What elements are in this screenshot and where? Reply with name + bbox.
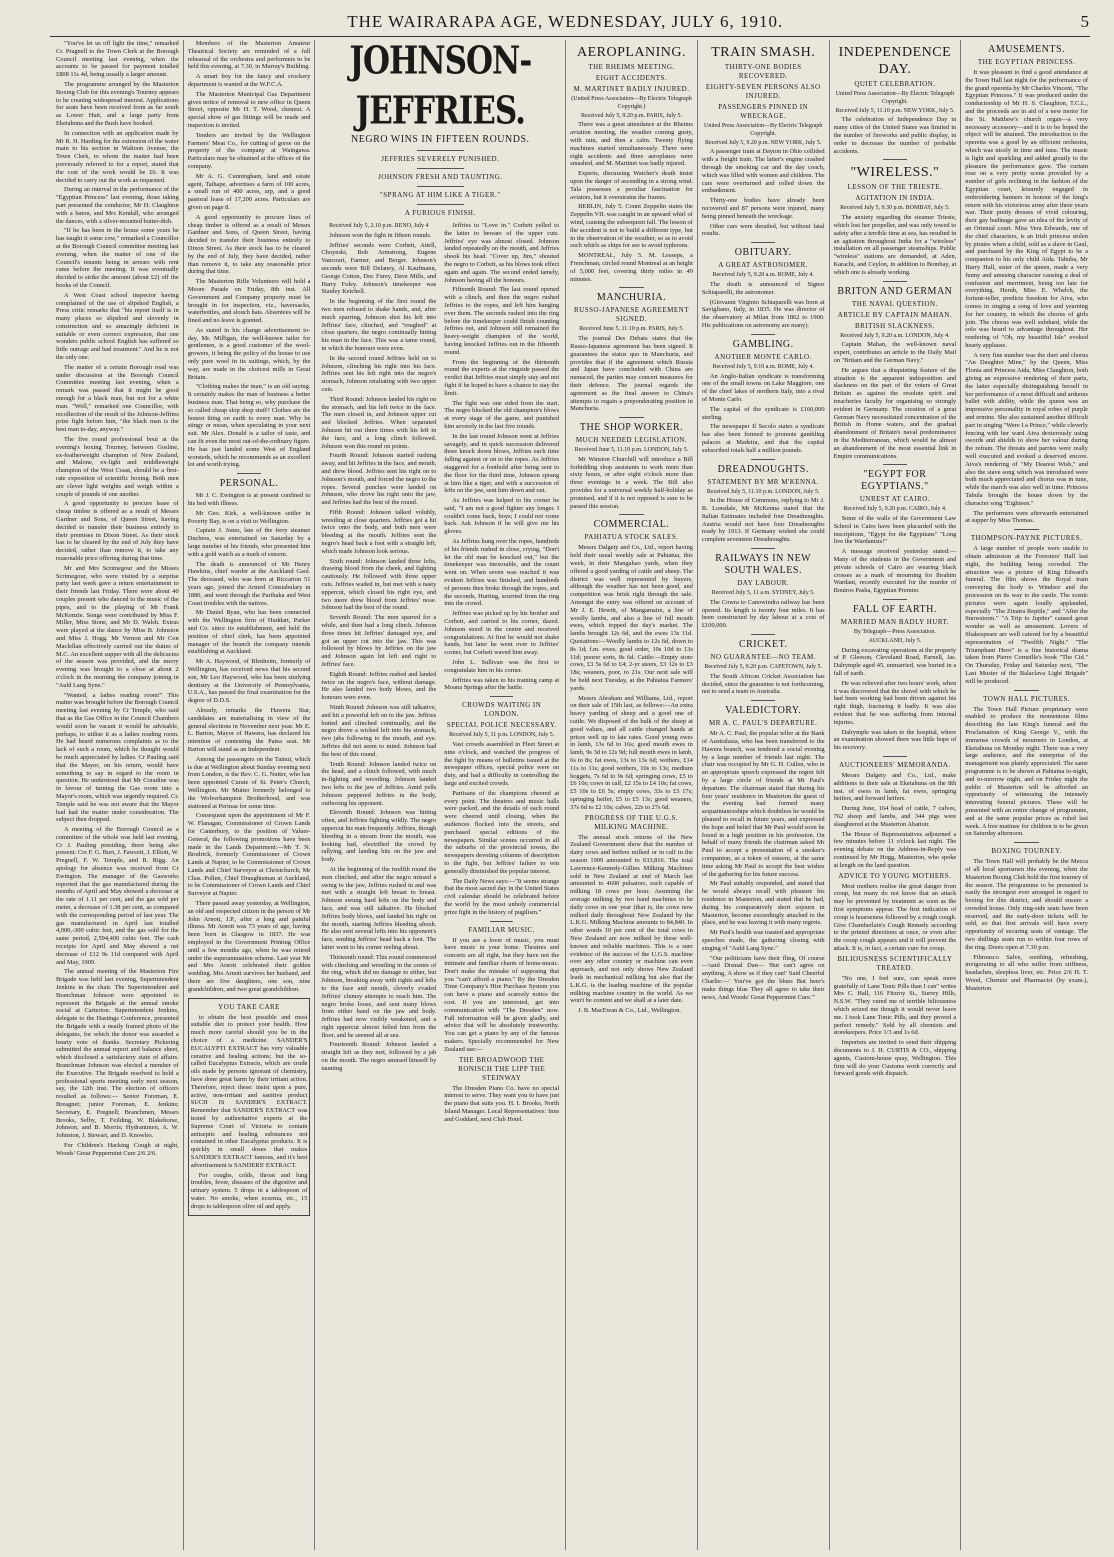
column-independence-day — [830, 40, 962, 1550]
article-paragraph: In the second round Jeffries held on to Johnson, clinching his right into his face. Jeffries sent his left right into the negro's stomach, Johnson retaliating with two upper cuts. — [321, 354, 437, 393]
briton-subhead-2: ARTICLE BY CAPTAIN MAHAN. — [837, 310, 953, 319]
article-paragraph: Fourth Round: Johnson started rushing away, and hit Jeffries in the face, and mouth, and drew blood. Jeffries sent his right on to Johnson's mouth, and forced the negro to the ropes. Several punches were landed on Johnson, who drove his right onto the jaw, and Jeffries had the best of the round. — [321, 452, 437, 507]
divider — [490, 696, 513, 697]
article-paragraph: He was relieved after two hours' work, when it was discovered that the shovel with which he had been working had been driven against his right thigh, fracturing it badly. It was also evident that he was suffering from internal injuries. — [833, 679, 957, 726]
article-paragraph: Third Round: Johnson landed his right on the stomach, and his left twice in the face. The men closed in, and Johnson upper cut and blocked Jeffries. When separated Johnson hit out three times with his left in the face, and a long clinch followed. Johnson won this round on points. — [321, 395, 437, 450]
article-paragraph: Jeffries was taken to his training camp at Moana Springs after the battle. — [444, 676, 560, 692]
subhead-furious-finish: A FURIOUS FINISH. — [404, 209, 476, 217]
train-subhead-3: PASSENGERS PINNED IN WRECKAGE. — [718, 103, 809, 120]
column-johnson-jeffries — [315, 40, 566, 1550]
divider — [417, 168, 465, 169]
divider — [751, 459, 776, 460]
thompson-payne-heading: THOMPSON-PAYNE PICTURES. — [970, 534, 1083, 543]
page-number: 5 — [1080, 12, 1090, 31]
subhead-jeffries-punished: JEFFRIES SEVERELY PUNISHED. — [381, 155, 500, 163]
article-paragraph: An Anglo-Italian syndicate is transforming one of the small towns on Lake Maggiore, one of the chief lakes of northern Italy, into a rival of Monte Carlo. — [701, 372, 825, 403]
crowds-subhead: SPECIAL POLICE NECESSARY. — [446, 721, 557, 730]
article-paragraph: Fourteenth Round: Johnson landed a straight left as they met, followed by a jab on the mouth. The negro amused himself by taunting — [321, 1041, 437, 1072]
article-paragraph: Captain Mahan, the well-known naval expert, contributes an article to the Daily Mail on "Britain and the German Navy." — [833, 341, 957, 364]
masthead-title: THE WAIRARAPA AGE, WEDNESDAY, JULY 6, 1910. — [347, 12, 784, 31]
divider — [417, 150, 465, 151]
divider — [1014, 529, 1039, 530]
divider — [490, 921, 513, 922]
aero-credit: (United Press Association—By Electric Telegraph Copyright.) — [571, 96, 692, 110]
divider — [417, 204, 465, 205]
divider — [883, 599, 908, 600]
main-headline: JOHNSON-JEFFRIES. — [349, 40, 532, 134]
article-paragraph: Mr Paul's health was toasted and appropriate speeches made, the gathering closing with singing of "Auld Lang Syne." — [701, 929, 825, 952]
article-paragraph: "Clothing makes the man," is an old saying. It certainly makes the man of business a better business man. That being so, why purchase the so called cheap slop shop stuff? Clothes are the honest thing on earth to every man. Why be stingy or mean, when speculating in your next suit. Mr Alex. Donald is a tailor of taste, and can fit even the most out-of-the-ordinary figure. He has just landed some West of England worsteds, which he recommends as an excellent lot and worth trying. — [187, 383, 311, 469]
railways-text: The Cowra to Canowindra railway has been opened. Its length is twenty four miles. It has been constructed by day labour at a cost of £100,000. — [701, 598, 825, 630]
article-paragraph: The newspaper Il Secolo states a syndicate has also been formed to promote gambling palaces at Madeira, and that the capital subscribed totals half a million pounds. — [701, 423, 825, 454]
town-hall-text: The Town Hall Picture proprietary were enabled to produce the momentous films describing the late King's funeral and the Proclamation of King George V., with the immense crowds of mourners in London, at Eketahuna on Monday night. There was a very large audience, and the enterprise of the management was plainly appreciated. The same programme is to be shown at Pahiatua to-night, and to-morrow night, and on Friday night the public of Masterton will be afforded an opportunity of witnessing the intensely interesting funeral pictures. These will be presented with an entire change of programme, and at the same popular prices as ruled last week. A free matinee for children is to be given on Saturday afternoon. — [965, 705, 1088, 838]
railways-heading: RAILWAYS IN NEW SOUTH WALES. — [715, 553, 812, 577]
train-dateline: Received July 5, 9.20 p.m. NEW YORK, July 5. — [705, 139, 822, 146]
article-paragraph: (Giovanni Virginio Schiaparelli was born at Savigliano, Italy, in 1835. He was director of the observatory at Milan from 1862 to 1900. His publications on astronomy are many). — [701, 298, 825, 329]
amusements-heading: AMUSEMENTS. — [988, 44, 1066, 55]
article-paragraph: In connection with an application made by Mr R. H. Harding for the extension of the water main to his section in Waltoon Avenue, the Town Clerk, to whom the matter had been previously referred to for a report, stated that the cost of the work would be £6. It was decided to carry out the work as requested. — [56, 129, 179, 184]
divider — [883, 281, 908, 282]
article-paragraph: For Children's Hacking Cough at night, Woods' Great Peppermint Cure 2/6 2/6. — [56, 1141, 179, 1157]
article-paragraph: The death is announced of Signor Schiaparelli, the astronomer. — [701, 280, 825, 296]
article-paragraph: During excavating operations at the property of P. Gleeson, Cleveland Road, Parnell, Jas. Dalrymple aged 45, unmarried, was buried in a fall of earth. — [833, 646, 957, 678]
personal-heading: PERSONAL. — [219, 478, 279, 490]
fall-subhead: MARRIED MAN BADLY HURT. — [840, 618, 950, 627]
article-paragraph: A very fine number was the duet and chorus "An Daughter Mine," by the Queen, Miss Flonia and Princess Aida, Miss Claughton, both giving an expressive rendering of their parts, the latter especially distinguishing herself in her performance of a most difficult and arduous ballet with ability, while the queen was an impressive personality in royal robes of purple and ermine. She also sustained another difficult part in singing "Were I a Prince," while cleverly fencing with her ward Aiva dexterously using swords and shields to show her valour during the refrain. The threats and parries were really well executed and evoked a deserved encore. Aiva's rendering of "My Dearest Wish," and also the stave song which was introduced were both much appreciated and chorus was in tune, while the march was also well in time. Princess Tabula brought the house down by the character song "Eighteen." — [965, 351, 1088, 507]
cricket-text: The South African Cricket Association has decided, since the guarantee is not forthcoming, not to send a team to Australia. — [701, 672, 825, 696]
article-paragraph: At the beginning of the twelfth round the men clinched, and after the negro missed a swing to the jaw, Jeffries rushed in and was met with a straight left breast to breast. Johnson swung hard lefts on the body and face, and was still talkative. He blocked Jeffries body blows, and landed his right on the mouth, starting Jeffries bleeding afresh. He also sent several lefts into his opponent's face, sending Jeffries' head back a foot. The latter went to his corner reeling about. — [321, 865, 437, 951]
article-paragraph: Among the passengers on the Tainui, which is due at Wellington about Sunday evening next from London, is the Rev. C. G. Nutter, who has been appointed Curate of St. Peter's Church, Wellington. Mr Mutter formerly belonged to the Wolverhampton Brotherhood, and was stationed at Perinaa for some time. — [187, 755, 311, 810]
article-paragraph: He argues that a disquieting feature of the situation is the apparent indisposition and slackness on the part of the voters of Great Britain as against the resolute spirit and treacheries faculty for organising so strongly evident in Germany. The creation of a great German Navy necessitated concentration of the British in Home waters, and the gradual abandonment of Britain's naval predominance in the Mediterranean, which would be almost an abandonment of the most essential link in Empire communications. — [833, 366, 957, 460]
article-paragraph: There passed away yesterday, at Wellington, an old and respected citizen in the person of Mr John Arnott, J.P., after a long and painful illness. Mr Arnott was 73 years of age, having been born in Glasgow in 1837. He was employed in the Government Printing Office until a few months ago, when he was retired under the superannuation scheme. Last year Mr and Mrs Arnott celebrated their golden wedding. Mrs Arnott survives her husband, and there are five daughters, one son, nine grandchildren, and two great grandchildren. — [187, 900, 311, 993]
divider — [1014, 842, 1039, 843]
article-paragraph: Mr and Mrs Scrimegour and the Misses Scrimegour, who were visited by a surprise party last week gave a return entertainment to their friends last Friday. There were about 40 couples present who danced to the music of the pipes, and to the playing of Mr Frank McKenzie. Songs were contributed by Miss F. Miller, Miss Stone, and Mr D. Walsh. Extras were played at the dance by Miss B. Johnston and Miss J. Hogg. Mr Vernon and Mr Con Maclellan effectively carried out the duties of M.C. An excellent supper with all the delicacies of the season was provided, and the merry evening was brought to a close at about 2 o'clock in the morning the company joining in "Auld Lang Syne." — [56, 564, 179, 689]
train-subhead: THIRTY-ONE BODIES RECOVERED. — [724, 63, 802, 80]
aero-subhead-2: EIGHT ACCIDENTS. — [595, 74, 668, 82]
bilious-heading: BILIOUSNESS SCIENTIFICALLY TREATED. — [837, 954, 953, 972]
subhead-tiger: "SPRANG AT HIM LIKE A TIGER." — [379, 191, 501, 199]
cricket-heading: CRICKET. — [738, 639, 788, 651]
article-paragraph: In the last round Johnson went at Jeffries savagely, and in quick succession delivered three knock down blows, Jeffries each time falling against or on to the ropes. As Jeffries staggered for a foothold after being sent to the floor for the third time, Johnson sprang at him like a tiger, and with a succession of lefts on the jaw, sent him down and out. — [444, 432, 560, 495]
article-paragraph: The Masterton Rifle Volunteers will hold a Moore Parade on Friday, 8th inst. All Government and Company property must be brought in for inspection, viz., haversacks, waterbottles, and slouch hats. Absentees will be fined and no leave is granted. — [187, 278, 311, 325]
divider — [883, 756, 908, 757]
cricket-subhead: NO GUARANTEE—NO TEAM. — [710, 653, 816, 662]
article-paragraph: Captain J. Jones, late of the ferry steamer Duchess, was entertained on Saturday by a large number of his friends, who presented him with a gold watch as a mark of esteem. — [187, 527, 311, 558]
article-paragraph: Tenders are invited by the Wellington Farmers' Meat Co., for cutting of gorse on the property of the company at Waingawa. Particulars may be obtained at the offices of the company. — [187, 131, 311, 170]
article-paragraph: The matter of a certain Borough road was under discussion at the Borough Council Committee meeting last evening, when a remark was passed that it might be good enough for a black man, but not for a white man. "Well," remarked one Councillor, with recollection of the result of the Johnson-Jeffries prize fight before him, "the black man is the best man to-day, anyway." — [56, 363, 179, 434]
column-train-smash — [698, 40, 830, 1550]
divider — [751, 334, 776, 335]
egypt-heading: "EGYPT FOR EGYPTIANS." — [861, 469, 929, 493]
advice-text: Most mothers realise the great danger from croup, but many do not know that an attack may be prevented by treatment as soon as the first symptoms appear. The first indication of croup is hoarseness followed by a rough cough. Give Chamberlain's Cough Remedy according to the printed directions at once, or even after the croup cough appears and it will prevent the attack. It is, in fact, a certain cure for croup. — [833, 882, 957, 952]
divider — [619, 287, 644, 288]
wireless-subhead-2: AGITATION IN INDIA. — [855, 194, 935, 203]
article-paragraph: Mr A. G. Cunningham, land and estate agent, Taihape, advertises a farm of 100 acres, a small run of 400 acres, arp, and a good pastoral lease of 17,200 acres. Particulars are given on page 8. — [187, 172, 311, 211]
column-local-news — [52, 40, 184, 1550]
divider — [1014, 690, 1039, 691]
article-paragraph: Mr Daniel Ryan, who has been connected with the Wellington firm of Huddart, Parker and Co. since its establishment, and held the position of chief clerk, has been appointed manager of the branch the company intends establishing at Auckland. — [187, 609, 311, 656]
wireless-text: The anxiety regarding the steamer Trieste, which lost her propeller, and was only towed to safety after a terrible time at sea, has resulted in an agitation throughout India for a "wireless" installation on all passenger steamships. Public "wireless" stations are demanded, at Aden, Karachi, and Ceylon, in addition to Bombay, at which one is already working. — [833, 214, 957, 276]
article-paragraph: Messrs Dalgety and Co., Ltd., make additions to their sale at Eketahuna on the 8th inst. of ewes in lamb, fat ewes, springing heifers, and forward heifers. — [833, 772, 957, 803]
article-paragraph: The House of Representatives adjourned a few minutes before 11 o'clock last night. The evening debate on the Address-in-Reply was continued by Mr Hogg, Masterton, who spoke at length on the land question. — [833, 830, 957, 869]
valedictory-heading: VALEDICTORY. — [725, 705, 802, 717]
masthead-rule — [50, 36, 1090, 37]
fight-dateline: Received July 5, 2.10 p.m. RENO, July 4 — [329, 223, 429, 229]
independence-text: The celebration of Independence Day in many cities of the United States was limited in the number of fireworks and public display, in order to decrease the number of probable accidents. — [833, 116, 957, 155]
article-paragraph: Thirty-one bodies have already been recovered and 87 persons were injured, many being pinned beneath the wreckage. — [701, 197, 825, 220]
article-paragraph: Mr A. C. Paul, the popular teller at the Bank of Australasia, who has been transferred to the Hawera branch, was tendered a social evening by a large number of friends last night. The chair was occupied by Mr G. H. Cullen, who in an appropriate speech expressed the regret felt by a large circle of friends at Mr Paul's departure. The chairman stated that during his four years' residence in Masterton the guest of the evening had formed many acquaintanceships which doubtless he would be pleased to recall in future years, and expressed the hope and belief that Mr Paul would soon be found in a high position in his profession. On behalf of many friends the chairman asked Mr Paul to accept a presentation of a smoker's companion, as a token of esteem, at the same time asking Mr Paul to accept the best wishes of the gathering for his future success. — [701, 730, 825, 878]
auctioneers-heading: AUCTIONEERS' MEMORANDA. — [839, 761, 951, 770]
fall-credit: By Telegraph—Press Association. — [853, 629, 936, 636]
article-paragraph: The death is announced of Mr Henry Hawkins, chief warder at the Auckland Gaol. The deceased, who was born at Riccarton 51 years ago, joined the Armed Constabulary in 1880, and went through the Parihaka and West Coast troubles with the natives. — [187, 560, 311, 607]
gambling-dateline: Received July 5, 9.10 a.m. ROME, July 4. — [712, 363, 814, 370]
thompson-payne-text: A large number of people were unable to obtain admission at the Foresters' Hall last night, the building being crowded. The attraction was a picture of King Edward's funeral. The film shows the Royal train conveying the body to Windsor and the procession on its way to the castle. The scenic pictures were again loudly applauded, especially "The Zinatra Reptile," and "After the Snowstorm." "A Trip to Jupiter" caused great wonder as well as amusement. Lovers of Shakespeare are well catered for by a beautiful representation of "Twelfth Night." "The Triumphant Hero" is a fine historical drama taken from Pierre Corneille's book "The Cid." On Thursday, Friday and Saturday next, "The Last Muster of the Balaclava Light Brigade" will be produced. — [965, 545, 1088, 685]
article-paragraph: Sixth round: Johnson landed three lefts, drawing blood from the cheek, and fighting cautiously. He followed with three upper cuts. Jeffries waded in, but met with a nasty uppercut, which closed his right eye, and two more drew blood from Jeffries' nose. Johnson had the best of the round. — [321, 557, 437, 612]
article-paragraph: As stated in his change advertisement to-day, Mr. Milligan, the well-known tailor for gentlemen, is a good customer of the wool-growers, it being the policy of the house to use only pure wool in its suitings, which, by the way, are made in the choicest mills in Great Britain. — [187, 326, 311, 381]
article-paragraph: Some of the walls of the Government Law School in Cairo have been placarded with the inscriptions, "Egypt for the Egyptians" "Long live the Wardanists!" — [833, 515, 957, 546]
column-personal — [184, 40, 316, 1550]
article-paragraph: Members of the Masterton Amateur Theatrical Society are reminded of a full rehearsal of the orchestra and performers to be held this evening, at 7.30, in Murray's Building. — [187, 40, 311, 71]
sanders-ad — [188, 998, 311, 1216]
article-paragraph: Consequent upon the appointment of Mr F. W. Flanagan, Commissioner of Crown Lands for Canterbury, to the position of Valuer-General, the following promotions have been made in the Lands Department:—Mr T. N. Brodrick, formerly Commissioner of Crown Lands at Napier, to be Commissioner of Crown Lands and Chief Surveyor at Christchurch; Mr Chas. Pollen, Chief Draughtsman at Auckland, to be Commissioner of Crown Lands and Chief Surveyor at Napier. — [187, 812, 311, 898]
article-paragraph: A smart boy for the fancy and crockery department is wanted at the W.F.C.A. — [187, 73, 311, 88]
shop-text: Mr Winston Churchill will introduce a Bill forbidding shop assistants to work more than sixty hours, or after eight o'clock more than three evenings in a week. The Bill also provides for a universal weekly half-holiday as promised, and if it is not opposed is sure to be passed this session. — [570, 455, 693, 510]
article-paragraph: Seventh Round: The men sparred for a while, and then had a long clinch. Johnson three times hit Jeffries' damaged eye, and got an upper cut into the jaw. This was followed by blows by Jeffries on the jaw and Johnson again hit left and right to Jeffries' face. — [321, 614, 437, 669]
article-paragraph: John L. Sullivan was the first to congratulate him in his corner. — [444, 659, 560, 674]
article-paragraph: There was a great attendance at the Rheims aviation meeting, the weather coming gusty, with rain, and then a calm. Twenty flying machines started simultaneously. There were eight accidents and three aeroplanes were smashed, and M. Martinet was badly injured. — [570, 121, 693, 168]
music-makers: THE BROADWOOD THE RONISCH THE LIPP THE STEINWAY — [458, 1055, 546, 1082]
columns — [52, 40, 1092, 1550]
article-paragraph: "If he has been in the house some years he has taught it some cow," remarked a Councillor at the Borough Council committee meeting last evening, when the matter of one of the Council's tenants being in arrears with rent came before the meeting. It was eventually decided to strike the amount (about £2) off the books of the Council. — [56, 227, 179, 289]
fight-report — [321, 222, 559, 1125]
verse: "Our politicians have their fling, Of course—'said Dismal Dan— 'But can't agree on anything, A show as if they can!' Said Cheerful Charlie:—' You've got the blues But here's make things blue They all agree to take their news, And Woods' Great Peppermint Cure.'" — [701, 954, 825, 1001]
manchuria-text: The journal Des Debats states that the Russo-Japanese agreement has been signed. It guarantees the status quo in Manchuria, and provides that if the agreement which Russia and Japan have concluded with China are menaced, the parties may concert measures for their defence. The journal regards the agreement as the final answer to China's attempts to regain a preponderating position in Manchuria. — [570, 335, 693, 413]
briton-subhead: THE NAVAL QUESTION. — [852, 299, 938, 308]
divider — [619, 514, 644, 515]
aero-heading: AEROPLANING. — [576, 45, 687, 60]
dreadnoughts-dateline: Received July 5, 11.10 p.m. LONDON, July 5. — [706, 488, 820, 495]
dreadnoughts-subhead: STATEMENT BY MR M'KENNA. — [707, 477, 819, 486]
article-paragraph: Jeffries to "Love in." Corbett yelled to the latter to beware of the upper cuts. Jeffries' eye was almost closed. Johnson landed repeatedly on the mouth, and Jeffries shook his head. "Cover up, Jim," shouted the negro to Corbett, as his blows took effect again and again. The second ended tamely, Johnson having all the honours. — [444, 222, 560, 284]
ugs-footer: J. B. MacEwan & Co., Ltd., Wellington. — [578, 1007, 682, 1015]
divider — [751, 548, 776, 549]
railways-dateline: Received July 5, 11 a.m. SYDNEY, July 5. — [711, 590, 815, 597]
article-paragraph: The annual meeting of the Masterton Fire Brigade was held last evening, Superintendent Jenkins in the chair. The Superintendent and Branchman Johnson were appointed to represent the Brigade at the annual smoke social at Carterton. Superintendent Jenkins, delegate to the Hastings Conference, presented the Brigade with a neatly framed photo of the delegates, for which the donor was awarded a hearty vote of thanks. Secretary Pickering submitted the annual report and balance sheet, which disclosed a satisfactory state of affairs. Branchman Johnson was elected a member of the Executive. The Brigade resolved to hold a professional sports meeting early next season, say, the 12th inst. The election of officers resulted as follows:— Senior Foreman, E. Breagnet; junior Foreman, E. Jenkins; Secretary, E. Pregnell; Branchmen, Messrs Brooks, Selby, T. Feilding, W. Blakehorse, Johnson, and B. Morris; Hydrantmen, A. W. Johnston, J. Stewart, and D. Knowles. — [56, 968, 179, 1140]
article-paragraph: Mr J. C. Ewington is at present confined to his bed with illness. — [187, 492, 311, 508]
commercial-subhead: PAHIATUA STOCK SALES. — [584, 533, 679, 542]
article-paragraph: Already, remarks the Hawera Star, candidates are materialising in view of the general elections in November next year. Mr E. L. Barton, Mayor of Hawera, has declared his intention of contesting the Patea seat. Mr Barton will stand as an Independent. — [187, 706, 311, 753]
music-heading: FAMILIAR MUSIC. — [468, 925, 535, 934]
article-paragraph: During June, 164 head of cattle, 7 calves, 762 sheep and lambs, and 344 pigs were slaughtered at the Masterton Abattoir. — [833, 805, 957, 828]
crowds-heading: CROWDS WAITING IN LONDON. — [462, 701, 542, 719]
manchuria-heading: MANCHURIA. — [596, 292, 667, 304]
wireless-subhead: LESSON OF THE TRIESTE. — [847, 183, 943, 192]
egypt-dateline: Received July 5, 9.20 p.m. CAIRO, July 4. — [843, 506, 947, 513]
divider — [237, 473, 262, 474]
article-paragraph: The Masterton Municipal Gas Department gives notice of removal to new office in Queen Street, opposite Mr H. T. Wood, chemist. A special show of gas fittings will be made and inspection is invited. — [187, 90, 311, 129]
train-credit: United Press Association—By Electric Telegraph Copyright. — [703, 123, 823, 137]
footer-ad: Fibrousco Salve, soothing, refreshing, invigorating to all who suffer from stiffness, headaches, sleepless liver, etc. Price 2/6 H. T. Wood, Chemist and Pharmacist (by exam.), Masterton. — [965, 953, 1088, 992]
article-paragraph: BERLIN, July 5. Count Zeppelin states the Zeppelin VII. was caught in an upward whirl of wind, causing the subsequent fall. The lesson of the accident is not to build a different type, but in the observation of the weather, so as to avoid such whirls as ships for see to avoid typhoons. — [570, 203, 693, 250]
article-paragraph: In the beginning of the first round the two men refused to shake hands, and, after much sparring, Johnson shot his left into Jeffries' face, clinched, and "roughed" at close quarters, the negro continually hitting his man in the face. This was a tame round, in which the honours were even. — [321, 298, 437, 352]
article-paragraph: The programme arranged by the Masterton Boxing Club for this evening's Tourney appears to be creating widespread interest. Applications for seats have been received from as far south as Lower Hutt, and a large party from Eketahuna and the Bush have booked. — [56, 80, 179, 127]
article-paragraph: A meeting of the Borough Council as a committee of the whole was held last evening, Cr J. Pauling presiding, there being also present: Crs F. G. Burt, J. Fawcett, J. Elliott, W. Pregnell, F. W. Temple, and R. Rigg. An apology for absence was received from Cr Ewington. The manager of the Gasworks reported that the gas manufactured during the months of April and May showed a decrease at the rate of 1.11 per cent, and the gas sold per meter, a decrease of 1.38 per cent, as compared with the corresponding period of last year. The gas manufactured in April last totalled 4,000,-300 cubic feet, and the gas sold for the same period, 2,594,400 cubic feet. The cash receipts for April and May showed a net decrease of £12 9s 11d compared with April and May, 1909. — [56, 826, 179, 966]
commercial-heading: COMMERCIAL. — [593, 519, 670, 531]
article-paragraph: As Jeffries was helped to his corner he said, "I am not a good fighter any longer. I couldn't come back, boys; I could not come back. Ask Johnson if he will give me his gloves. — [444, 497, 560, 536]
obituary-subhead: A GREAT ASTRONOMER. — [718, 261, 809, 270]
aero-subhead-3: M. MARTINET BADLY INJURED. — [573, 85, 690, 93]
article-paragraph: The fight was one sided from the start. The negro blocked the old champion's blows at every stage of the game, and punished him severely in the last five rounds. — [444, 399, 560, 430]
article-paragraph: Experts, discussing Watcher's death insist upon the danger of ascending in a strong wind. Tala possesses a peculiar fascination for aviators, but it overstrains the frames. — [570, 170, 693, 201]
advice-heading: ADVICE TO YOUNG MOTHERS. — [838, 871, 952, 880]
subhead-negro-wins: NEGRO WINS IN FIFTEEN ROUNDS. — [351, 134, 530, 145]
manchuria-subhead: RUSSO-JAPANESE AGREEMENT SIGNED. — [574, 306, 690, 324]
article-paragraph: Thirteenth round: This round commenced with clinching and wrestling in the centre of the ring, which did no damage to either, but Johnson, breaking away with rights and lefts to the face and mouth, cleverly evaded Jeffries' clumsy attempts to reach him. The negro broke loose, and sent many blows from either hand on the jaw and body. Jeffries had now visibly weakened, and a right uppercut almost felled him from the floor, and he seemed all at sea. — [321, 953, 437, 1039]
article-paragraph: From the beginning of the thirteenth round the experts at the ringside passed the verdict that Jeffries must simply stay and not fight if he hoped to have a chance to stay the limit. — [444, 358, 560, 397]
article-paragraph: A good opportunity to procure lease of cheap timber is offered as a result of Messrs Gardner and Sons, of Queen Street, having decided to transfer their business entirely to their premises in Dixon Street. As their stock has to be cleared by the end of July they have decided, rather than remove it, to take any reasonable price offering during that time. — [56, 500, 179, 562]
article-paragraph: "Wanted, a ladies reading room!" This matter was brought before the Borough Council meeting last evening by Cr Temple, who said that as the Gas Office in the Council Chambers would soon be vacant it would be advisable, perhaps, to utilise it as a ladies reading room. He had heard numerous complaints as to the lack of such a room, which he thought would be much appreciated by ladies. Cr Pauling said that the Mayor, on his return, would have something to say in regard to the room in question. He understood that Mr Coradine was in favour of turning the Gas room into a Mayor's room, which was urgently required. Cr. Temple said he was not aware that the Mayor had had the matter under consideration. The subject then dropped. — [56, 691, 179, 824]
aero-dateline: Received July 5, 9.20 p.m. PARIS, July 5. — [581, 112, 682, 119]
wireless-heading: "WIRELESS." — [850, 165, 940, 181]
boxing-text: The Town Hall will probably be the Mecca of all local sportsmen this evening, when the Masterton Boxing Club hold the first tourney of the season. The programme to be presented is easily the strongest ever arranged in regard to boxing for this district, and should ensure a crowded house. Only ring-side seats have been reserved, and the early-door tickets will be sold, so that first arrivals will have every opportunity of securing seats of vantage. The two shillings seats run to within four rows of the ring. Doors open at 7.30 p.m. — [965, 858, 1088, 951]
obituary-heading: OBITUARY. — [734, 247, 792, 259]
shop-dateline: Received June 5, 11.10 p.m. LONDON, July 5. — [574, 447, 689, 454]
ugs-heading: PROGRESS OF THE U.G.S. MILKING MACHINE. — [584, 813, 679, 831]
gambling-subhead: ANOTHER MONTE CARLO. — [714, 352, 812, 361]
article-paragraph: The capital of the syndicate is £160,000 sterling. — [701, 405, 825, 421]
dreadnoughts-heading: DREADNOUGHTS. — [717, 463, 809, 475]
article-paragraph: Vast crowds assembled in Fleet Street at nine o'clock, and watched the progress of the fight by means of bulletins issued at the newspaper offices, special police were on duty, and had a difficulty in controlling the large and excited crowds. — [444, 741, 560, 787]
article-paragraph: Johnson won the fight in fifteen rounds. — [329, 231, 432, 239]
masthead — [50, 10, 1090, 34]
ugs-text: The annual stock returns of the New Zealand Government show that the number of dairy cows and heifers milked or in calf in the season 1909 amounted to 633,816. The total Lawrence-Kennedy-Gillies Milking Machines sold in New Zealand at end of March last amounted to 4690 pulsators, each capable of milking 18 cows per hour. Assuming the average milking by two hand machines to be daily cows in one year (that is, the cows now milked daily throughout New Zealand by the L.K.G. Milking Machine amounts to 84,840. In other words 10 per cent of the total cows in New Zealand are now milked by these well-known and reliable machines. This is a sure evidence of the success of the U.G.S. machine over any other country or machine can even approach, and not only shows New Zealand leads in mechanical milking but also that the L.K.G. is the leading machine of the popular milking machine country in the world. As we won't be content and we shall at a later date. — [570, 833, 693, 1005]
egypt-subhead: UNREST AT CAIRO. — [859, 495, 930, 504]
bilious-text: "No one, I feel sure, can speak more gratefully of Lane Tonic Pills than I can" writes Mrs C. Hall, 116 Fitzroy St., Surrey Hills, N.S.W. "They cured me of terrible biliousness which seized me though it would never leave me. I took Lane Tonic Pills, and they proved a perfect remedy." Sold by all chemists and storekeepers. Price 1/3 and 1s 6d. — [833, 974, 957, 1037]
article-paragraph: The five round professional bout at the evening's boxing Tourney, between Gosline, ex-featherweight champion of New Zealand, and Malone, ex-light and middleweight champion of the West Coast, should be a first-rate exposition of scientific boxing. Both men are clever light weights and weigh within a couple of pounds of one another. — [56, 436, 179, 498]
crowds-dateline: Received July 5, 11 p.m. LONDON, July 5. — [449, 732, 555, 739]
briton-subhead-3: BRITISH SLACKNESS. — [855, 321, 935, 330]
egyptian-princess-heading: THE EGYPTIAN PRINCESS. — [977, 58, 1076, 66]
divider — [619, 417, 644, 418]
article-paragraph: Dalrymple was taken to the hospital, where an examination showed there was little hope of his recovery. — [833, 728, 957, 752]
article-paragraph: During an interval in the performance of the "Egyptian Princess" last evening, those taking part presented the conductor, Mr H. Claughton with a baton, and Mrs Kendall, who arranged the dances, with a silver-mounted butter-dish. — [56, 186, 179, 225]
music-footer: The Dresden Piano Co. have no special interest to serve. They want you to have just the piano that suits you. H. I. Brooks, North Island Manager. Local Representatives: Inns and Goddard, next Club Hotel. — [444, 1084, 560, 1123]
train-subhead-2: EIGHTY-SEVEN PERSONS ALSO INJURED. — [705, 83, 821, 100]
dreadnoughts-text: In the House of Commons, replying to Mr J. B. Lonsdale, Mr McKenna stated that the Italian Estimates included four Dreadnoughts. Austria would not have four Dreadnoughts ready by 1913. If Germany wished she could complete seventeen Dreadnoughts. — [701, 497, 825, 544]
briton-dateline: Received July 5, 9.20 a.m. LONDON, July 4. — [840, 332, 950, 339]
ad-text: to obtain the best possible and most suitable diet to protect your health. How much more careful should you be in the choice of a medicine. SANDER'S EUCALYPTI EXTRACT has very valuable curative and healing actions; but the so-called Eucalyptus Extracts, which are crude oils made by persons ignorant of chemistry, have done great harm by their irritant action. Therefore, reject these: insist upon a pure, active, non-irritant and sanitive product SUCH IS SANDER'S EXTRACT. Remember that SANDER'S EXTRACT was tested by authoritative experts at the Supreme Court of Victoria to contain antiseptic and healing substances not contained in other Eucalyptus products. It is quickly in small doses that makes SANDER'S EXTRACT famous, and it's best advertisement is SANDERS' EXTRACT. — [190, 1013, 308, 1169]
article-paragraph: Messrs Dalgety and Co., Ltd., report having held their usual weekly sale at Pahiatua, this week, in their Mangahao yards, when they offered a good yarding of cattle and sheep. The district was well represented by buyers, although the weather has not been good, and competition was brisk right through the sale. Amongst the entry was offered on account of Mr J. E. Hewitt, of Mangamaire, a line of woolly lambs, and also a line of full mouth ewes, which topped the day's market. The lambs brought 12s 6d, and the ewes 13s 11d. Quotations:—Woolly lambs to 12s 6d, down to 8s 1d; f.m. ewes, good order, 10s 10d to 13s 11d; poorer sorts, 8s 6d. Cattle:—Empty store cows, £3 5s 6d to £4; 2-yr steers, £3 12s to £3 18s; weaners, poor, to 21s. Our next sale will be held next Tuesday, at the Pahiatua Farmers' yards. — [570, 544, 693, 692]
obituary-dateline: Received July 5, 9.20 a.m. ROME, July 4. — [712, 272, 814, 279]
article-paragraph: Other cars were derailed, but without fatal results. — [701, 222, 825, 238]
fall-heading: FALL OF EARTH. — [852, 604, 937, 616]
shop-subhead: MUCH NEEDED LEGISLATION. — [575, 436, 688, 445]
railways-subhead: DAY LABOUR. — [737, 579, 790, 588]
ad-text-2: For coughs, colds, throat and lung troubles, fever, diseases of the digestive and urinary system. 5 drops in a tablespoon of water. No smoke, when eczema, etc., 15 drops to tablespoon olive oil and apply. — [190, 1171, 308, 1210]
article-paragraph: Eighth Round: Jeffries rushed and landed twice on the negro's face, without damage. He also landed two body blows, and the honours were even. — [321, 670, 437, 702]
divider — [751, 700, 776, 701]
article-paragraph: Fifth Round: Johnson talked volubly, wrestling at close quarters. Jeffries got a hit twice onto the body, and both men were bleeding at the mouth. Jeffries sent the negro's head back a foot with a straight left, which made Johnson look serious. — [321, 508, 437, 555]
music-text: If you are a lover of music, you must have music in your home. Theatres and concerts are all right, but they have not the intimate and familiar charm of home-music. Don't make the mistake of supposing that you "can't afford a piano." By the Dresden Time Company's Hire Purchase System you can have a piano and scarcely notice the cost. If you are interested, get into communication with "The Dresden" now. Full information will be given gladly, and advice that will be absolutely trustworthy. You can get a piano by any of the famous makers. Specially recommended for New Zealand use:— — [444, 936, 560, 1053]
article-paragraph: Tenth Round: Johnson landed twice on the head, and a clinch followed, with much in-fighting and wrestling. Johnson landed two lefts to the jaw of Jeffries. Amid yells Johnson peppered Jeffries in the body, outboxing his opponent. — [321, 760, 437, 807]
independence-subhead: QUIET CELEBRATION. — [854, 80, 936, 88]
gambling-heading: GAMBLING. — [732, 338, 794, 350]
boxing-heading: BOXING TOURNEY. — [991, 847, 1062, 856]
article-paragraph: A message received yesterday stated:—Many of the students in the Government and private schools of Cairo are wearing black crosses as a mark of mourning for Ibrahim Wardani, recently executed for the murder of Boutros Pasha, Egyptian Premier. — [833, 548, 957, 595]
article-paragraph: A passenger train at Dayton in Ohio collided with a freight train. The latter's engine crashed through the smoking car and the day coach, which was filled with women and children. The cars were overturned and rolled down the embankment. — [701, 148, 825, 195]
cricket-dateline: Received July 5, 9.20 p.m. CAPETOWN, July 5. — [704, 664, 823, 671]
independence-credit: United Press Association—By Electric Telegraph Copyright. — [835, 91, 955, 105]
article-paragraph: A good opportunity to procure lines of cheap timber is offered as a result of Messrs Gardner and Sons, of Queen Street, having decided to transfer their business entirely to Dixon Street. As their stock has to be cleared by the end of July, they have decided, rather than remove it, to take any reasonable price during that time. — [187, 213, 311, 276]
manchuria-dateline: Received June 5, 11.10 p.m. PARIS, July 5. — [579, 326, 684, 333]
divider — [417, 186, 465, 187]
article-paragraph: The Daily News says:—"It seems strange that the most sacred day in the United States civil calendar should be celebrated before the world by the most unholy commercial prize fight in the history of pugilism." — [444, 877, 560, 916]
article-paragraph: The performers were afterwards entertained at supper by Miss Thomas. — [965, 509, 1088, 525]
divider — [883, 159, 908, 160]
article-paragraph: Mr Paul suitably responded, and stated that he would always recall with pleasure his residence in Masterton, and stated that he had, during his comparatively short sojourn in Masterton, become exceedingly attached to the place, and he was leaving it with many regrets. — [701, 880, 825, 927]
article-paragraph: It was pleasant to find a good attendance at the Town Hall last night for the performance of the grand operetta by Mr Charles Vincent, "The Egyptian Princess." It was produced under the conductorship of Mr H. S. Claughton, T.C.L., and the proceeds are in aid of a new motor for the St. Matthew's church organ—a very necessary accessory—and it is to be hoped the object will be attained. The introduction to the operetta was a good by an efficient orchestra, which was nicely in time and tune. The music is light and sparkling and added greatly to the pleasure the performance gave. The curtain rose on a very pretty scene provided by a number of girls reclining in the fashion of the Egyptian court, leisurely engaged in embroidering banners in honour of the king's return with his victorious army after three years war. Their pretty dresses of vivid colouring, their gay badinage gave an idea of the levity of an Oriental court. Miss Vera Edwards, one of the chief characters, is an Irish princess stolen by pirates when a child, sold as a slave in Gaul, and purchased by the King of Egypt to be a companion to his only child Aida. Tabuba, Mr Harry Hall, sister of the queen, made a very funny and amusing character causing a deal of confusion and merriment, being too late for everything. Herub, Miss E. Whelch, the fortune-teller, predicts freedom for Aiva, who comes in singing a song of love and yearning for her country, in which the chorus of girls join. The chorus was well subdued, while the solo was heard to advantage throughout. Her rendering of "Oh, my beautiful Isle" evoked hearty applause. — [965, 69, 1088, 349]
valedictory-subhead: MR A. C. PAUL'S DEPARTURE. — [708, 719, 818, 728]
article-paragraph: Mr A. Haywood, of Blenheim, formerly of Wellington, has received news that his second son, Mr Leo Haywood, who has been studying dentistry at the University of Pennsylvania, U.S.A., has passed the final examination for the degree of D.D.S. — [187, 658, 311, 705]
article-paragraph: Partisans of the champions cheered at every point. The theatres and music halls were packed, and the details of each round were cheered until closing, when the audiences flocked into the streets, and purchased special editions of the newspapers. Similar scenes occurred in all the suburbs of the provincial towns, the newspapers devoting columns of description to the fight, but Jeffries' failure to win generally diminished the popular interest. — [444, 789, 560, 875]
column-amusements — [961, 40, 1092, 1550]
shop-heading: THE SHOP WORKER. — [579, 422, 684, 434]
divider — [751, 634, 776, 635]
subhead-johnson-fresh: JOHNSON FRESH AND TAUNTING. — [378, 173, 503, 181]
article-paragraph: Mr Geo. Kirk, a well-known settler in Poverty Bay, is on a visit to Wellington. — [187, 509, 311, 525]
divider — [751, 242, 776, 243]
article-paragraph: Messrs Abraham and Williams, Ltd., report on their sale of 15th last, as follows:—An extra heavy yarding of sheep and a good one of cattle. We disposed of the bulk of the sheep at good values, and all cattle changed hands at prices well up to late rates. Good young ewes in lamb, 13s 6d to 16s; good mouth ewes in lamb, 9s 3d to 12s 9d; full mouth ewes in lamb, 6s to 8s; fat ewes, 13s to 13s 6d; wethers, £14 11s to 11s; good wethers, 10s to 13s; medium hoggets, 7s 6d to 9s 6d; springing cows, £5 to £6 10s; cows in calf, £2 15s to £4 10s; fat cows, £5 10s to £6 5s; empty cows, 33s to £3 17s; springing heifer, £5 to £5 13s; good weaners, 37s 6d to £2 10s; calves, 22s to 27s 6d. — [570, 694, 693, 811]
independence-heading: INDEPENDENCE DAY. — [838, 45, 952, 77]
importers-text: Importers are invited to send their shipping documents to J. H. CURTIS & CO., shipping agents, Custom-house quay, Wellington. This firm will do your Customs work correctly and forward goods with dispatch. — [833, 1039, 957, 1078]
article-paragraph: Fifteenth Round: The last round opened with a clinch, and then the negro rushed Jeffries to the ropes, and left him hanging over them. The seconds rushed into the ring before the timekeeper could finish counting Jeffries out, and Johnson still remained the heavy-weight champion of the world, having knocked Jeffries out in the fifteenth round. — [444, 286, 560, 356]
article-paragraph: Jeffries was picked up by his brother and Corbett, and carried to his corner, dazed. Johnson stood in the centre and received congratulations. At first he would not shake hands, but later he went over to Jeffries' corner, but Corbett waved him away. — [444, 610, 560, 657]
train-heading: TRAIN SMASH. — [711, 45, 816, 60]
ad-heading: YOU TAKE CARE — [218, 1002, 280, 1011]
article-paragraph: A West Coast school inspector having complained of the use of slipshod English, a Press critic remarks that "his report itself is in many places so slipshod and slovenly in construction and so amazingly deficient in suitable or even correct expression, that one wonders public school English has suffered so little outrage and bad treatment." And he is not the only one. — [56, 291, 179, 362]
aero-subhead: THE RHEIMS MEETING. — [588, 63, 675, 71]
briton-heading: BRITON AND GERMAN — [837, 285, 953, 297]
article-paragraph: As Jeffries hung over the ropes, hundreds of his friends rushed in close, crying, "Don't let the old man be knocked out," but the timekeeper was inexorable, and the count went on. When seven was reached it was evident Jeffries was finished, and hundreds of persons then broke through the ropes, and the seconds, Hurting, scurried from the ring into the crowd. — [444, 538, 560, 608]
wireless-dateline: Received July 5, 9.30 p.m. BOMBAY, July 5. — [840, 205, 950, 212]
independence-dateline: Received July 5, 11.10 p.m. NEW YORK, July 5. — [835, 107, 955, 114]
divider — [883, 464, 908, 465]
article-paragraph: MONTREAL, July 5. M. Lesseps, a Frenchman, circled round Montreal at an height of 5,000 feet, covering thirty miles in 49 minutes. — [570, 252, 693, 283]
article-paragraph: "You've let us off light the time," remarked Cr. Pragnell to the Town Clerk at the Borough Council meeting last evening, when the accounts to be passed for payment totalled £808 11s 4d, being usually a larger amount. — [56, 40, 179, 79]
town-hall-heading: TOWN HALL PICTURES. — [983, 694, 1071, 703]
article-paragraph: Jeffries' seconds were Corbett, Attell, Choynski, Bob Armstrong, Eugene Vancourt, Farmer, and Berger. Johnson's seconds were Bill Delaney, Al Kaufmann, George Cotton, Doc Furey, Dave Mills, and Harry Foley. Johnson's timekeeper was Stanley Ketchell. — [321, 241, 437, 296]
column-aeroplaning — [566, 40, 698, 1550]
fall-dateline: AUCKLAND, July 5. — [868, 637, 922, 644]
article-paragraph: Ninth Round: Johnson was still talkative, and hit a powerful left on to the jaw. Jeffries butted and clinched continually, and the negro drove a wicked left into his stomach, two jabs following to the mouth, and eye. Jeffries did not seem to mind. Johnson had the best of this round. — [321, 704, 437, 758]
article-paragraph: Eleventh Round: Johnson was hitting often, and Jeffries fighting wildly. The negro uppercut his man frequently. Jeffries, though bleeding in a stream from the mouth, was looking bad, electrified the crowd by rallying, and landing hits on the jaw and body. — [321, 809, 437, 864]
